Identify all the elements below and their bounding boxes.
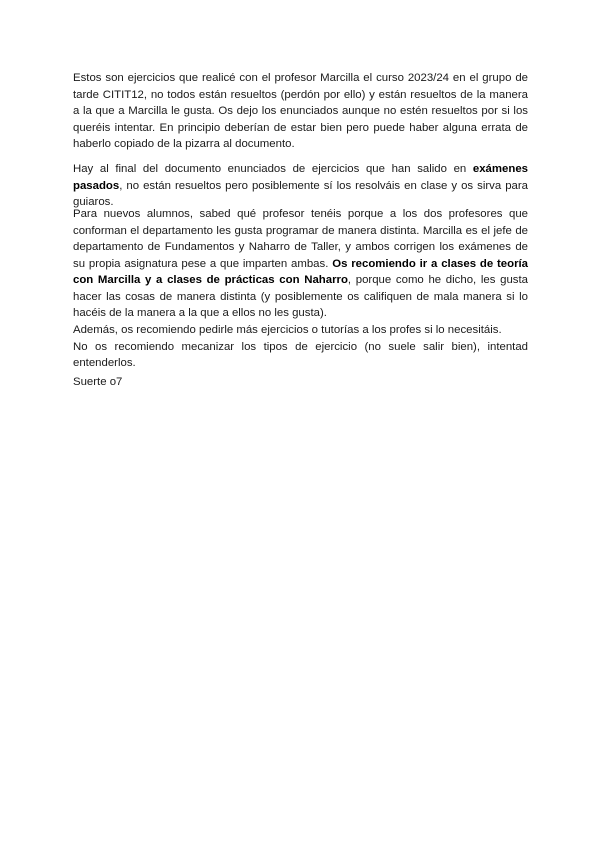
text: Hay al final del documento enunciados de ejercicios que han salido en xyxy=(73,163,473,175)
advice-line-1: Además, os recomiendo pedirle más ejercicios o tutorías a los profes si lo necesitáis. xyxy=(73,324,502,336)
paragraph-advice xyxy=(73,322,528,372)
bold-recommendation: Os recomiendo ir a clases de teoría con Marcilla y a clases de prácticas con Naharro xyxy=(73,257,528,286)
paragraph-intro: Estos son ejercicios que realicé con el profesor Marcilla el curso 2023/24 en el grupo de tarde CITIT12, no todos están resueltos (perdón por ello) y están resueltos de la manera a la que a Marcilla le gusta. Os dejo los enunciados aunque no estén resueltos por si los queréis intentar. En principio deberían de estar bien pero puede haber alguna errata de haberlo copiado de la pizarra al documento. xyxy=(73,72,528,150)
text: , porque como he dicho, les gusta hacer las cosas de manera distinta (y posiblemente os califiquen de mala manera si lo hacéis de la manera a la que a ellos no les gusta). xyxy=(73,274,528,319)
bold-text: exámenes pasados xyxy=(73,163,528,192)
paragraph-closing: Suerte o7 xyxy=(73,376,123,388)
paragraph-past-exams xyxy=(73,161,528,211)
text: , no están resueltos pero posiblemente sí los resolváis en clase y os sirva para guiaros. xyxy=(73,179,528,208)
advice-line-2: No os recomiendo mecanizar los tipos de ejercicio (no suele salir bien), intentad entenderlos. xyxy=(73,340,528,369)
paragraph-new-students xyxy=(73,206,528,322)
text: Para nuevos alumnos, sabed qué profesor tenéis porque a los dos profesores que conforman el departamento les gusta programar de manera distinta. Marcilla es el jefe de departamento de Fundamentos y Naharro de Taller, y ambos corrigen los exámenes de su propia asignatura pese a que imparten ambas. xyxy=(73,208,528,270)
